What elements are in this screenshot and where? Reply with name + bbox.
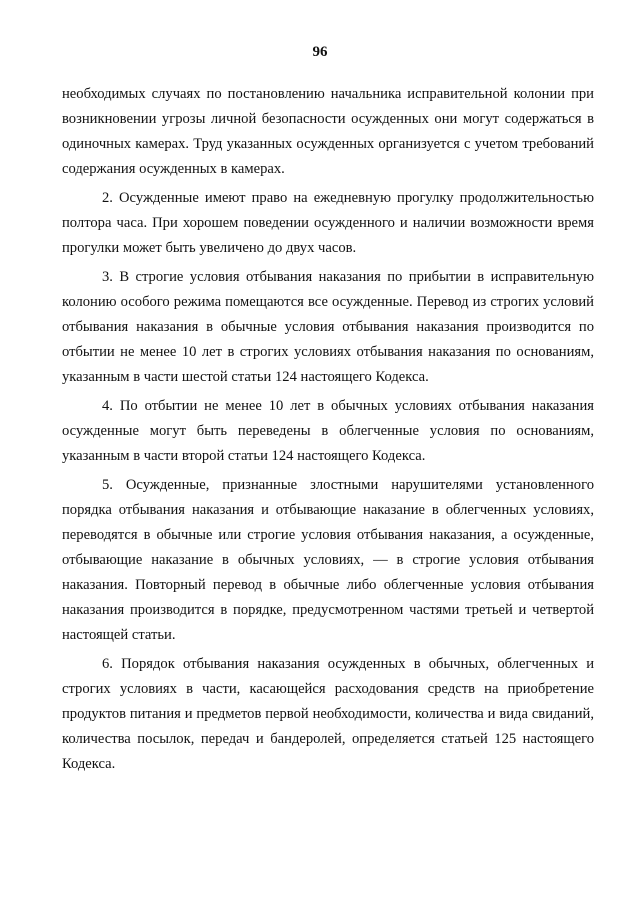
paragraph-2: 2. Осужденные имеют право на ежедневную прогулку продолжительностью полтора часа. При хорошем поведении осужденного и наличии возможности время прогулки может быть увеличено до двух часов. [62, 190, 594, 256]
paragraph-continuation: необходимых случаях по постановлению начальника исправительной колонии при возникновении угрозы личной безопасности осужденных они могут содержаться в одиночных камерах. Труд указанных осужденных организуется с учетом требований содержания осужденных в камерах. [62, 86, 594, 177]
page-number: 96 [312, 44, 328, 60]
paragraph-4: 4. По отбытии не менее 10 лет в обычных условиях отбывания наказания осужденные могут быть переведены в облегченные условия по основаниям, указанным в части второй статьи 124 настоящего Кодекса. [62, 398, 594, 464]
paragraph-6: 6. Порядок отбывания наказания осужденных в обычных, облегченных и строгих условиях в части, касающейся расходования средств на приобретение продуктов питания и предметов первой необходимости, количества и вида свиданий, количества посылок, передач и бандеролей, определяется статьей 125 настоящего Кодекса. [62, 656, 594, 772]
paragraph-3: 3. В строгие условия отбывания наказания по прибытии в исправительную колонию особого режима помещаются все осужденные. Перевод из строгих условий отбывания наказания в обычные условия отбывания наказания производится по отбытии не менее 10 лет в строгих условиях отбывания наказания по основаниям, указанным в части шестой статьи 124 настоящего Кодекса. [62, 269, 594, 385]
paragraph-5: 5. Осужденные, признанные злостными нарушителями установленного порядка отбывания наказания и отбывающие наказание в облегченных условиях, переводятся в обычные или строгие условия отбывания наказания, а осужденные, отбывающие наказание в обычных условиях, — в строгие условия отбывания наказания. Повторный перевод в обычные либо облегченные условия отбывания наказания производится в порядке, предусмотренном частями третьей и четвертой настоящей статьи. [62, 477, 594, 643]
document-body [62, 82, 594, 781]
